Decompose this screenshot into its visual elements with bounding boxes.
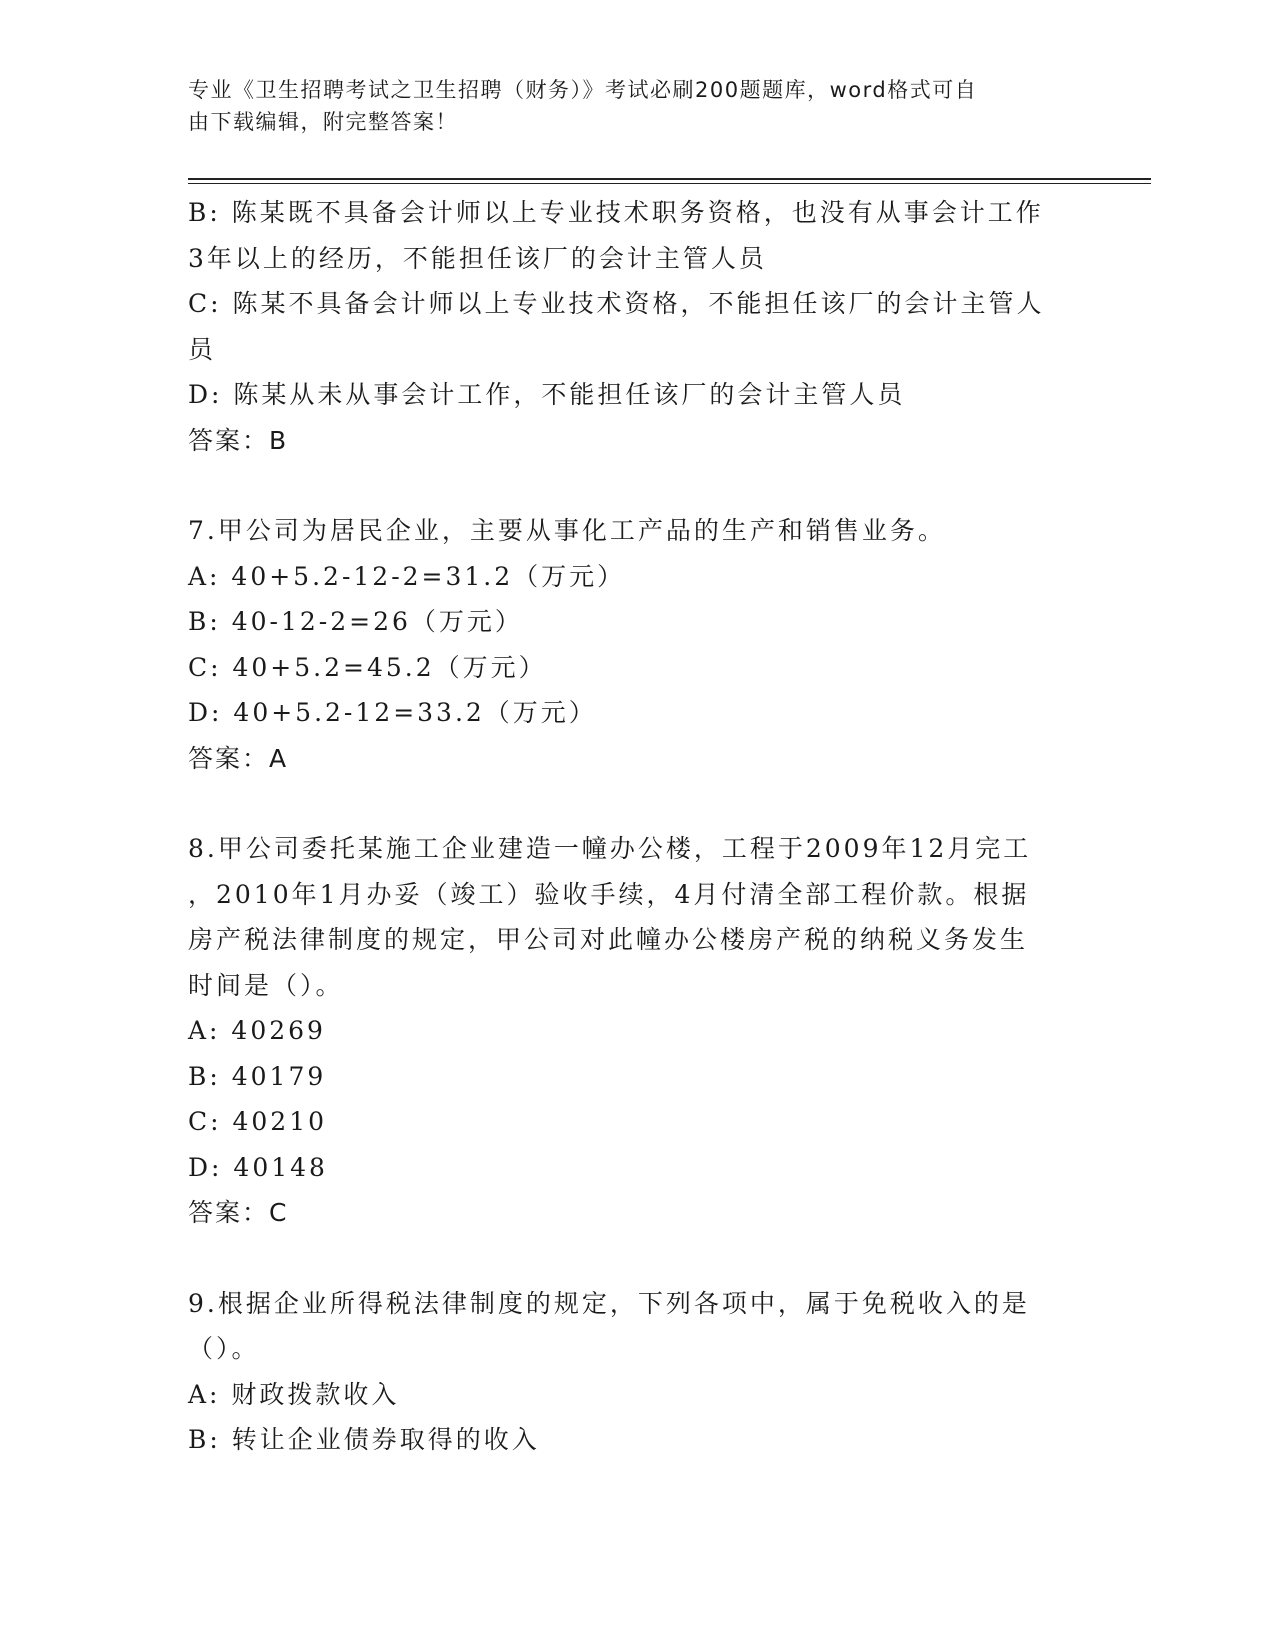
- document-header: [188, 74, 1078, 138]
- question-stem: 7.甲公司为居民企业，主要从事化工产品的生产和销售业务。: [188, 516, 946, 545]
- question-6-tail: [188, 190, 1068, 463]
- question-stem-line-1: 9.根据企业所得税法律制度的规定，下列各项中，属于免税收入的是: [188, 1288, 1030, 1318]
- header-line-2: 由下载编辑，附完整答案！: [188, 110, 458, 134]
- option-d: D: 40148: [188, 1152, 328, 1182]
- question-9: [188, 1281, 1068, 1463]
- answer: 答案：A: [188, 743, 289, 773]
- option-a: A: 40269: [188, 1016, 326, 1045]
- header-rule-thin: [188, 183, 1151, 184]
- answer: 答案：C: [188, 1198, 289, 1227]
- option-c-line-1: C: 陈某不具备会计师以上专业技术资格，不能担任该厂的会计主管人: [188, 289, 1045, 318]
- spacer: [188, 781, 1068, 826]
- option-d: D: 陈某从未从事会计工作，不能担任该厂的会计主管人员: [188, 380, 906, 409]
- question-content: [188, 190, 1068, 1463]
- option-d: D: 40+5.2-12=33.2（万元）: [188, 698, 597, 727]
- option-b-line-2: 3年以上的经历，不能担任该厂的会计主管人员: [188, 243, 767, 273]
- question-stem-line-1: 8.甲公司委托某施工企业建造一幢办公楼，工程于2009年12月完工: [188, 834, 1032, 863]
- option-b-line-1: B: 陈某既不具备会计师以上专业技术职务资格，也没有从事会计工作: [188, 198, 1044, 227]
- option-b: B: 40179: [188, 1061, 327, 1091]
- header-line-1: 专业《卫生招聘考试之卫生招聘（财务）》考试必刷200题题库，word格式可自: [188, 78, 978, 102]
- question-stem-line-3: 房产税法律制度的规定，甲公司对此幢办公楼房产税的纳税义务发生: [188, 925, 1029, 954]
- option-c-line-2: 员: [188, 334, 217, 364]
- option-b: B: 转让企业债券取得的收入: [188, 1425, 540, 1454]
- answer: 答案：B: [188, 425, 289, 455]
- option-a: A: 财政拨款收入: [188, 1379, 400, 1409]
- spacer: [188, 1236, 1068, 1281]
- question-stem-line-2: ，2010年1月办妥（竣工）验收手续，4月付清全部工程价款。根据: [188, 879, 1030, 909]
- option-c: C: 40+5.2=45.2（万元）: [188, 652, 547, 682]
- option-c: C: 40210: [188, 1107, 328, 1136]
- option-b: B: 40-12-2=26（万元）: [188, 607, 523, 636]
- spacer: [188, 463, 1068, 508]
- question-7: [188, 508, 1068, 781]
- question-stem-line-2: （）。: [188, 1334, 260, 1363]
- question-8: [188, 826, 1068, 1236]
- header-rule-thick: [188, 178, 1151, 180]
- option-a: A: 40+5.2-12-2=31.2（万元）: [188, 561, 626, 591]
- question-stem-line-4: 时间是（）。: [188, 970, 344, 1000]
